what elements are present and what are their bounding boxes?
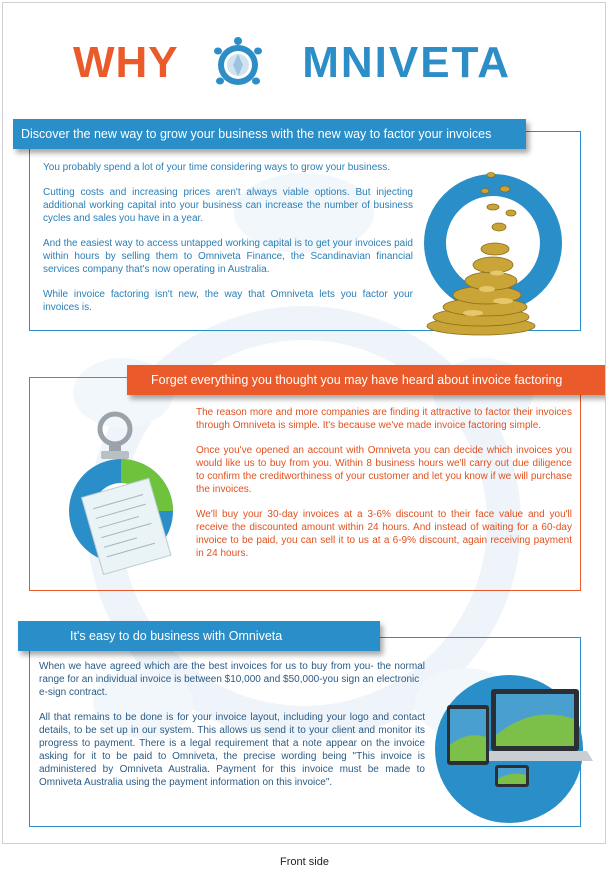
section1-paragraph: And the easiest way to access untapped working capital is to get your invoices paid within hours by selling them to Omniveta Finance, the Scandinavian financial services company that's now operating in Australia. (43, 238, 413, 275)
turtle-compass-icon (213, 37, 263, 89)
section3-paragraph: All that remains to be done is for your invoice layout, including your logo and contact details, to be set up in our system. This allows us send it to your client and monitor its progress to payment. There is a legal requirement that a note appear on the invoice asking for it to be paid to Omniveta, the precise wording being "This invoice is administered by Omniveta Australia. Payment for this invoice must be made to Omniveta Australia using the payment information on this invoice". (39, 712, 425, 788)
logo-why: WHY (73, 38, 179, 87)
section1-body (43, 161, 413, 326)
section3-body (39, 660, 425, 801)
section1-paragraph: Cutting costs and increasing prices aren't always viable options. But injecting additional working capital into your business can increase the number of business cycles and sales you have in a year. (43, 187, 413, 224)
devices-icon (433, 675, 593, 825)
section3-paragraph: When we have agreed which are the best invoices for us to buy from you- the normal range for an individual invoice is between $10,000 and $50,000-you sign an electronic e-sign contract. (39, 661, 425, 698)
coins-pile-icon (421, 161, 597, 341)
logo-brand (266, 35, 511, 91)
brochure-page (2, 2, 606, 844)
section2-paragraph: The reason more and more companies are finding it attractive to factor their invoices through Omniveta is simple. It's because we've made invoice factoring simple. (196, 407, 572, 431)
stopwatch-icon (61, 407, 185, 575)
section1-paragraph: While invoice factoring isn't new, the way that Omniveta lets you factor your invoices is. (43, 289, 413, 313)
section2-title: Forget everything you thought you may have heard about invoice factoring (127, 365, 606, 395)
logo-brand-rest: MNIVETA (302, 38, 511, 87)
logo (73, 35, 543, 91)
footer-caption: Front side (280, 856, 329, 868)
section2-body (196, 406, 572, 572)
section3-title: It's easy to do business with Omniveta (18, 621, 380, 651)
section2-paragraph: Once you've opened an account with Omniveta you can decide which invoices you would like us to buy from you. Within 8 business hours we'll carry out due diligence to confirm the creditworthiness of your customer and let you know if we will purchase the invoices. (196, 445, 572, 495)
section1-title: Discover the new way to grow your business with the new way to factor your invoices (13, 119, 526, 149)
section2-paragraph: We'll buy your 30-day invoices at a 3-6% discount to their face value and you'll receive the discounted amount within 24 hours. And instead of waiting for a 60-day invoice to be paid, you can sell it to us at a 6-9% discount, again receiving payment in 24 hours. (196, 509, 572, 559)
section1-paragraph: You probably spend a lot of your time considering ways to grow your business. (43, 162, 391, 173)
